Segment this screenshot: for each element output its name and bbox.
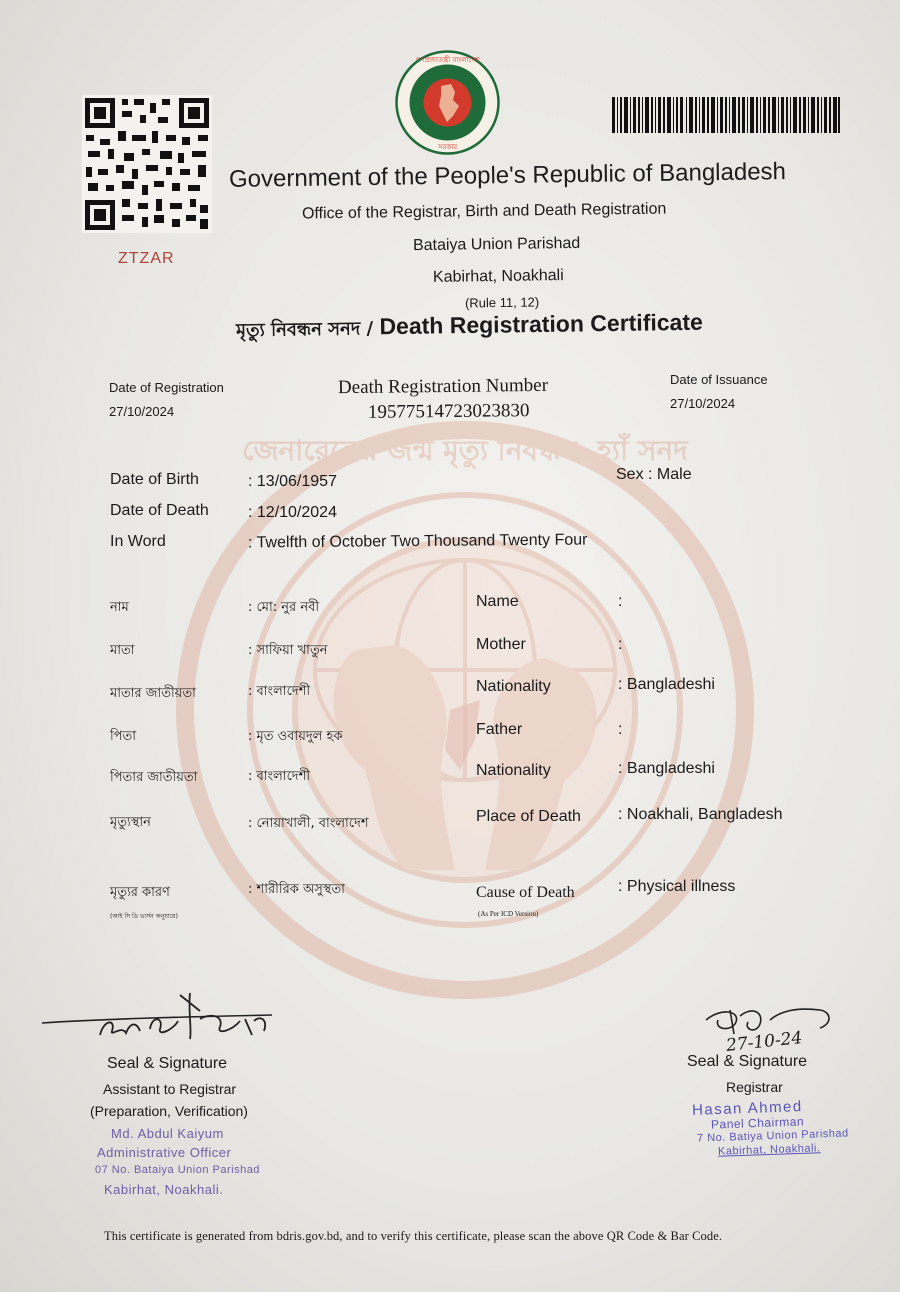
mother-en-label: Mother (476, 636, 526, 653)
registration-number-value: 19577514723023830 (367, 400, 530, 423)
father-bn-label: পিতা (110, 729, 137, 744)
registrar-stamp-office: 7 No. Batiya Union Parishad (696, 1127, 849, 1145)
father-en-label: Father (476, 721, 523, 738)
rule-reference: (Rule 11, 12) (464, 294, 540, 311)
certificate-title-en: Death Registration Certificate (372, 308, 703, 340)
mother-bn-value: : সাফিয়া খাতুন (248, 643, 328, 658)
assistant-seal-signature-label: Seal & Signature (107, 1055, 228, 1072)
issuance-date-value: 27/10/2024 (670, 396, 736, 411)
death-date-label: Date of Death (110, 502, 209, 519)
watermark-text: জেনারেলের জন্ম মৃত্যু নিবন্ধন, হ্যাঁ সনদ (242, 434, 688, 467)
assistant-stamp-title: Administrative Officer (97, 1145, 232, 1160)
mother-nationality-bn-value: : বাংলাদেশী (248, 684, 311, 699)
cause-of-death-en-label: Cause of Death (476, 884, 575, 901)
registration-date-label: Date of Registration (109, 380, 224, 395)
birth-date-value: : 13/06/1957 (248, 473, 337, 490)
father-nationality-en-value: : Bangladeshi (618, 760, 715, 777)
registrar-stamp-name: Hasan Ahmed (691, 1098, 803, 1119)
father-nationality-en-label: Nationality (476, 762, 551, 779)
death-date-value: : 12/10/2024 (248, 504, 337, 521)
mother-nationality-en-label: Nationality (476, 678, 551, 695)
in-word-value: : Twelfth of October Two Thousand Twenty Four (247, 531, 588, 552)
registrar-handwritten-date: 27-10-24 (725, 1028, 804, 1056)
union-name: Bataiya Union Parishad (412, 234, 581, 255)
emblem-top-text: গণপ্রজাতন্ত্রী বাংলাদেশ (415, 56, 480, 64)
mother-nationality-bn-label: মাতার জাতীয়তা (110, 686, 196, 701)
name-en-value: : (618, 593, 623, 610)
district-name: Kabirhat, Noakhali (432, 267, 564, 286)
certificate-title (236, 309, 703, 348)
assistant-stamp-office: 07 No. Bataiya Union Parishad (95, 1164, 260, 1176)
office-name: Office of the Registrar, Birth and Death Registration (301, 200, 667, 223)
cause-of-death-bn-note: (আই সি ডি ভার্সন অনুযায়ে) (110, 913, 178, 920)
in-word-label: In Word (110, 533, 166, 550)
government-title: Government of the People's Republic of Bangladesh (228, 158, 787, 193)
qr-code[interactable] (82, 95, 212, 233)
registrar-seal-signature-label: Seal & Signature (687, 1053, 808, 1070)
father-bn-value: : মৃত ওবায়দুল হক (248, 729, 343, 744)
place-of-death-bn-label: মৃত্যুস্থান (110, 815, 151, 830)
name-bn-label: নাম (110, 600, 129, 615)
assistant-duty: (Preparation, Verification) (90, 1103, 248, 1119)
issuance-date-label: Date of Issuance (670, 372, 768, 387)
father-nationality-bn-label: পিতার জাতীয়তা (110, 770, 198, 785)
assistant-signature-icon (40, 985, 280, 1045)
mother-nationality-en-value: : Bangladeshi (618, 676, 715, 693)
emblem-bottom-text: সরকার (437, 143, 458, 151)
place-of-death-en-label: Place of Death (476, 808, 581, 825)
registration-number-label: Death Registration Number (337, 374, 549, 399)
qr-caption: ZTZAR (118, 250, 175, 267)
assistant-stamp-name: Md. Abdul Kaiyum (111, 1126, 224, 1141)
certificate-title-bn: মৃত্যু নিবন্ধন সনদ / (235, 318, 374, 342)
birth-date-label: Date of Birth (110, 471, 199, 488)
mother-bn-label: মাতা (110, 643, 135, 658)
assistant-stamp-place: Kabirhat, Noakhali. (104, 1182, 224, 1197)
cause-of-death-bn-label: মৃত্যুর কারণ (110, 885, 170, 900)
barcode[interactable] (612, 97, 840, 133)
registrar-stamp-title: Panel Chairman (710, 1114, 805, 1132)
sex-value: Sex : Male (616, 466, 692, 483)
registration-date-value: 27/10/2024 (109, 404, 175, 419)
verification-footer: This certificate is generated from bdris.gov.bd, and to verify this certificate, please scan the above QR Code & Bar Code. (104, 1229, 723, 1243)
cause-of-death-bn-value: : শারীরিক অসুস্থতা (248, 882, 345, 897)
father-en-value: : (618, 721, 623, 738)
cause-of-death-en-note: (As Per ICD Version) (478, 910, 539, 918)
name-bn-value: : মো: নুর নবী (248, 600, 320, 615)
registrar-role: Registrar (726, 1079, 783, 1095)
father-nationality-bn-value: : বাংলাদেশী (248, 769, 311, 784)
name-en-label: Name (476, 593, 519, 610)
cause-of-death-en-value: : Physical illness (618, 878, 736, 895)
registrar-stamp-place: Kabirhat, Noakhali. (717, 1142, 821, 1158)
government-emblem-icon (395, 50, 500, 155)
place-of-death-bn-value: : নোয়াখালী, বাংলাদেশ (248, 816, 369, 831)
mother-en-value: : (618, 636, 623, 653)
assistant-role: Assistant to Registrar (103, 1081, 237, 1097)
place-of-death-en-value: : Noakhali, Bangladesh (618, 806, 783, 823)
